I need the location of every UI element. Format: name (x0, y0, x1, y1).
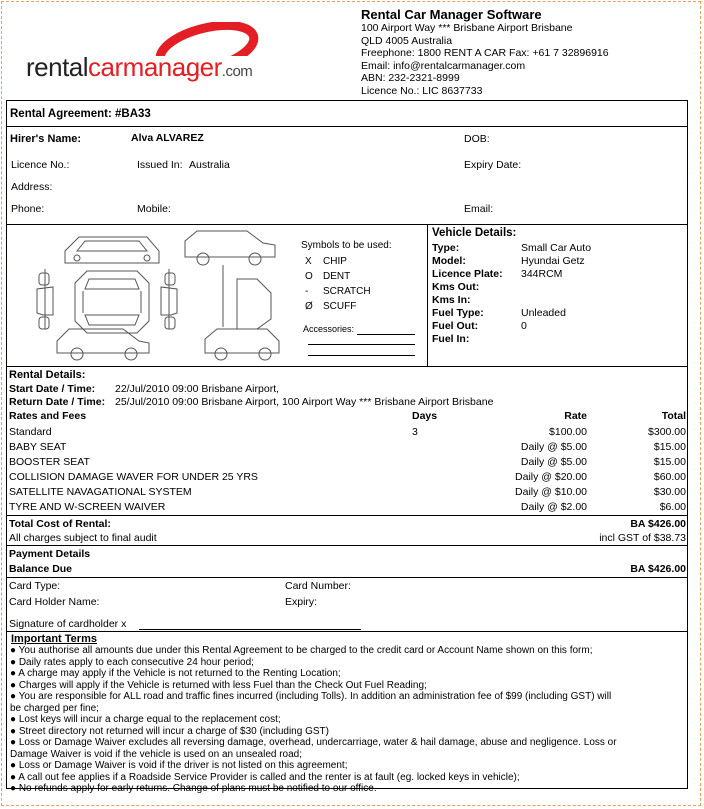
card-number-label: Card Number: (285, 580, 351, 592)
company-line: ABN: 232-2321-8999 (361, 72, 460, 85)
symbol-scratch-label: SCRATCH (323, 286, 371, 297)
accessories-line[interactable] (308, 355, 415, 356)
phone-label: Phone: (11, 203, 45, 215)
term-item: ● No refunds apply for early returns. Change of plans must be notified to our office. (10, 783, 377, 794)
rental-details-box (6, 366, 688, 546)
fee-name: BABY SEAT (9, 441, 67, 453)
gst-note: incl GST of $38.73 (599, 532, 686, 544)
signature-label: Signature of cardholder x (9, 618, 127, 630)
symbol-chip-icon: X (305, 256, 312, 267)
term-item: ● You are responsible for ALL road and traffic fines incurred (including Tolls). In addition an administration fee of $99 (including GST) will (10, 691, 612, 702)
fee-rate: Daily @ $5.00 (520, 456, 587, 468)
fee-rate: Daily @ $5.00 (520, 441, 587, 453)
term-item: ● Daily rates apply to each consecutive 24 hour period; (10, 656, 254, 668)
table-row (7, 485, 687, 500)
terms-list (10, 645, 617, 795)
company-line: Licence No.: LIC 8637733 (361, 84, 483, 97)
total-cost-value: BA $426.00 (630, 518, 686, 530)
fee-total: $300.00 (648, 426, 686, 438)
vehicle-row-label: Fuel In: (432, 333, 470, 345)
fee-total: $30.00 (653, 486, 686, 498)
vehicle-details-title: Vehicle Details: (432, 227, 517, 239)
term-item: be charged per fine; (10, 702, 99, 714)
symbol-scuff-icon: Ø (305, 301, 313, 312)
vehicle-condition-box (6, 224, 688, 367)
col-rate: Rate (564, 410, 587, 422)
vehicle-row-value: Hyundai Getz (521, 255, 585, 267)
agreement-box (6, 100, 688, 127)
fee-name: BOOSTER SEAT (9, 456, 90, 468)
company-line: Email: info@rentalcarmanager.com (361, 59, 526, 72)
vehicle-row-value: Unleaded (521, 307, 566, 319)
term-item: ● A charge may apply if the Vehicle is not returned to the Renting Location; (10, 668, 341, 679)
fee-total: $60.00 (653, 471, 686, 483)
signature-line[interactable] (139, 629, 361, 630)
vehicle-row-label: Fuel Type: (432, 307, 484, 319)
expiry-date-label: Expiry Date: (464, 159, 522, 171)
payment-title: Payment Details (9, 548, 91, 560)
company-line: Freephone: 1800 RENT A CAR Fax: +61 7 32896916 (361, 47, 609, 60)
total-cost-label: Total Cost of Rental: (9, 518, 111, 530)
fee-total: $15.00 (653, 441, 686, 453)
symbol-chip-label: CHIP (323, 256, 347, 267)
accessories-label: Accessories: (303, 324, 355, 334)
table-row (7, 425, 687, 440)
vehicle-row-value: 0 (521, 320, 527, 332)
terms-box (6, 631, 688, 794)
vehicle-row-label: Model: (432, 255, 466, 267)
fee-name: TYRE AND W-SCREEN WAIVER (9, 501, 166, 513)
fee-name: SATELLITE NAVAGATIONAL SYSTEM (9, 486, 192, 498)
licence-label: Licence No.: (11, 159, 70, 171)
accessories-line[interactable] (357, 334, 415, 335)
return-value: 25/Jul/2010 09:00 Brisbane Airport, 100 Airport Way *** Brisbane Airport Brisbane (115, 396, 494, 408)
vehicle-row-value: Small Car Auto (521, 242, 592, 254)
logo-text-dark: rental (26, 52, 89, 82)
start-value: 22/Jul/2010 09:00 Brisbane Airport, (115, 383, 280, 395)
fee-rate: Daily @ $10.00 (515, 486, 587, 498)
start-label: Start Date / Time: (9, 383, 96, 395)
balance-label: Balance Due (9, 563, 73, 575)
card-box (6, 577, 688, 632)
col-rates-fees: Rates and Fees (9, 410, 87, 422)
fee-days: 3 (412, 426, 418, 438)
vehicle-row-label: Licence Plate: (432, 268, 503, 280)
issued-label: Issued In: (137, 159, 183, 171)
balance-value: BA $426.00 (630, 563, 686, 575)
vehicle-row-label: Fuel Out: (432, 320, 479, 332)
vehicle-row-label: Kms Out: (432, 281, 480, 293)
issued-value: Australia (189, 159, 230, 171)
term-item: ● A call out fee applies if a Roadside Service Provider is called and the renter is at fault (eg. locked keys in vehicle); (10, 771, 520, 783)
symbol-dent-icon: O (305, 271, 313, 282)
card-type-label: Card Type: (9, 580, 61, 592)
table-row (7, 470, 687, 485)
fee-total: $15.00 (653, 456, 686, 468)
mobile-label: Mobile: (137, 203, 171, 215)
term-item: Damage Waiver is void if the vehicle is used on an unsealed road; (10, 748, 303, 760)
terms-title: Important Terms (11, 633, 97, 645)
company-info (361, 7, 609, 98)
email-label: Email: (464, 203, 494, 215)
fee-name: COLLISION DAMAGE WAVER FOR UNDER 25 YRS (9, 471, 258, 483)
address-label: Address: (11, 181, 53, 193)
hirer-name-label: Hirer's Name: (10, 133, 82, 145)
fee-name: Standard (9, 426, 52, 438)
table-row (7, 440, 687, 455)
total-divider (7, 515, 687, 516)
logo-domain: .com (221, 63, 253, 80)
company-line: 100 Airport Way *** Brisbane Airport Brisbane (361, 22, 573, 34)
logo-text-red: carmanager (88, 52, 222, 82)
hirer-name: Alva ALVAREZ (131, 132, 204, 144)
company-line: QLD 4005 Australia (361, 34, 453, 47)
symbol-scuff-label: SCUFF (323, 301, 357, 312)
vehicle-row-label: Kms In: (432, 294, 471, 306)
symbol-scratch-icon: - (305, 286, 309, 297)
vehicle-details-panel (427, 224, 689, 367)
fee-rate: $100.00 (549, 426, 587, 438)
hirer-box (6, 126, 688, 225)
payment-box (6, 545, 688, 578)
rental-details-title: Rental Details: (9, 369, 86, 381)
term-item: ● Street directory not returned will incur a charge of $30 (including GST) (10, 725, 329, 737)
company-name: Rental Car Manager Software (361, 7, 542, 22)
term-item: ● You authorise all amounts due under this Rental Agreement to be charged to the credit card or Account Name shown on this form; (10, 645, 593, 656)
fee-rate: Daily @ $20.00 (515, 471, 587, 483)
vehicle-row-label: Type: (432, 242, 460, 254)
fee-rate: Daily @ $2.00 (520, 501, 587, 513)
col-total: Total (661, 410, 686, 422)
accessories-line[interactable] (308, 344, 415, 345)
fee-total: $6.00 (659, 501, 686, 513)
audit-note: All charges subject to final audit (9, 532, 157, 544)
dob-label: DOB: (464, 133, 490, 145)
term-item: ● Lost keys will incur a charge equal to the replacement cost; (10, 714, 281, 725)
agreement-number: Rental Agreement: #BA33 (10, 108, 151, 120)
return-label: Return Date / Time: (9, 396, 106, 408)
company-logo (24, 22, 286, 84)
table-row (7, 500, 687, 515)
symbols-title: Symbols to be used: (301, 240, 392, 251)
card-expiry-label: Expiry: (285, 596, 318, 608)
car-damage-diagram (27, 229, 289, 363)
table-row (7, 455, 687, 470)
symbol-dent-label: DENT (323, 271, 351, 282)
col-days: Days (412, 410, 438, 422)
term-item: ● Charges will apply if the Vehicle is returned with less Fuel than the Check Out Fuel Reading; (10, 679, 427, 691)
card-holder-label: Card Holder Name: (9, 596, 100, 608)
term-item: ● Loss or Damage Waiver is void if the driver is not listed on this agreement; (10, 760, 348, 771)
vehicle-row-value: 344RCM (521, 268, 563, 280)
term-item: ● Loss or Damage Waiver excludes all reversing damage, overhead, undercarriage, water & hail damage, abuse and negligence. Loss or (10, 737, 617, 748)
